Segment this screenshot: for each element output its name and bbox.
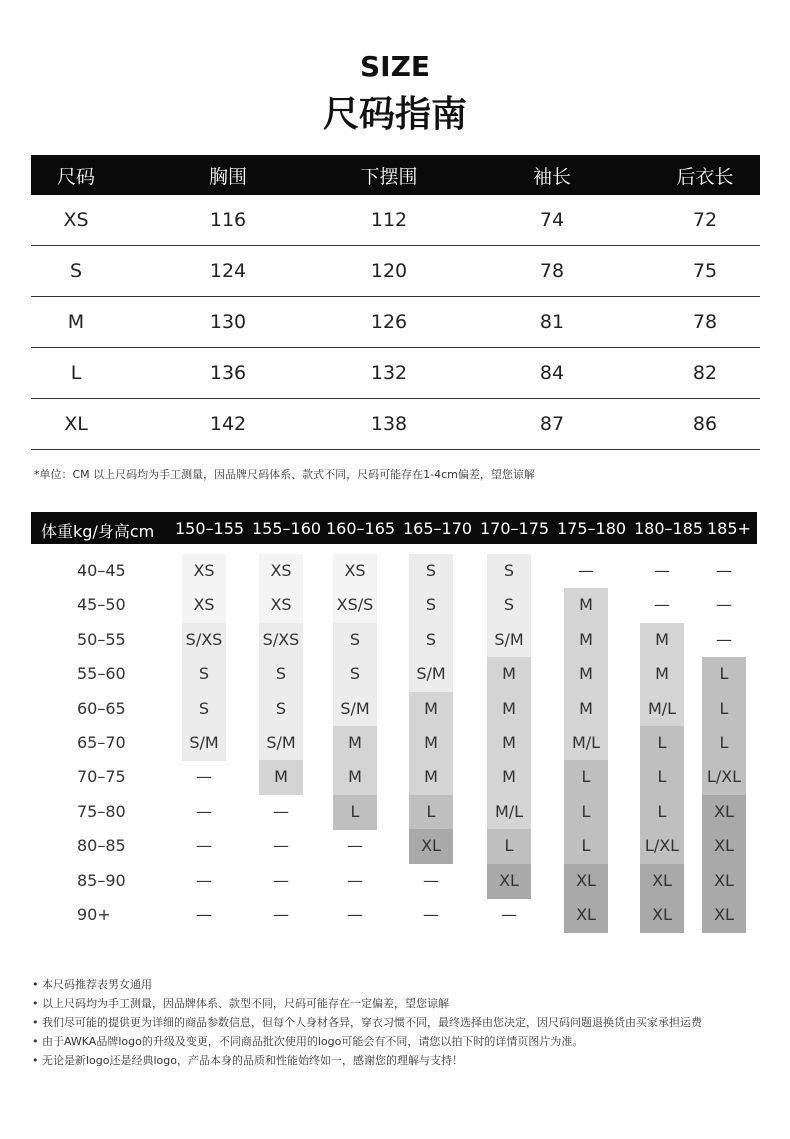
size-cell: L bbox=[581, 767, 591, 787]
size-cell: XL bbox=[714, 905, 734, 924]
size-cell: — bbox=[654, 561, 670, 580]
table-cell: XL bbox=[64, 413, 88, 435]
size-cell: XL bbox=[652, 870, 672, 890]
size-cell: S/M bbox=[494, 629, 524, 649]
table-cell: 142 bbox=[209, 413, 247, 435]
weight-label: 75–80 bbox=[77, 801, 126, 821]
size-cell: M bbox=[502, 767, 516, 787]
size-cell: M/L bbox=[571, 733, 601, 752]
size-cell: XS bbox=[270, 561, 292, 580]
size-cell: — bbox=[347, 836, 363, 856]
size-cell: S/M bbox=[416, 664, 446, 684]
table-cell: S bbox=[69, 260, 83, 282]
size-cell: — bbox=[196, 767, 212, 787]
size-cell: S bbox=[198, 698, 210, 718]
size-cell: M bbox=[502, 733, 516, 752]
size-cell: — bbox=[716, 595, 732, 615]
size-cell: M bbox=[579, 664, 593, 684]
height-label: 175–180 bbox=[557, 519, 627, 538]
size-cell: L bbox=[581, 801, 591, 821]
size-cell: — bbox=[273, 905, 289, 924]
table-cell: 124 bbox=[209, 260, 247, 282]
size-cell: S/M bbox=[340, 698, 370, 718]
size-cell: S/M bbox=[266, 733, 296, 752]
size-cell: L/XL bbox=[644, 836, 680, 856]
weight-label: 40–45 bbox=[77, 561, 126, 580]
measurement-note: *单位：CM 以上尺码均为手工测量，因品牌尺码体系、款式不同，尺码可能存在1-4cm偏差，望您谅解 bbox=[34, 468, 535, 481]
size-cell: S bbox=[198, 664, 210, 684]
size-cell: XL bbox=[714, 836, 734, 856]
table-cell: 75 bbox=[692, 260, 718, 282]
size-cell: L bbox=[350, 801, 360, 821]
size-cell: — bbox=[273, 836, 289, 856]
size-cell: M bbox=[424, 733, 438, 752]
size-cell: — bbox=[716, 629, 732, 649]
table-cell: 78 bbox=[539, 260, 565, 282]
size-cell: XS/S bbox=[336, 595, 374, 615]
table-cell: 126 bbox=[370, 311, 408, 333]
weight-label: 45–50 bbox=[77, 595, 126, 615]
weight-label: 80–85 bbox=[77, 836, 126, 856]
notes-list bbox=[32, 975, 702, 1070]
header-length: 后衣长 bbox=[676, 165, 734, 188]
table-row bbox=[31, 246, 760, 297]
size-cell: L bbox=[657, 801, 667, 821]
header-size: 尺码 bbox=[56, 165, 95, 188]
size-cell: — bbox=[716, 561, 732, 580]
weight-label: 70–75 bbox=[77, 767, 126, 787]
table-cell: 130 bbox=[209, 311, 247, 333]
weight-label: 65–70 bbox=[77, 733, 126, 752]
size-cell: — bbox=[273, 801, 289, 821]
header-chest: 胸围 bbox=[208, 165, 247, 188]
table-cell: XS bbox=[63, 209, 89, 231]
height-label: 185+ bbox=[707, 519, 751, 538]
height-label: 165–170 bbox=[403, 519, 473, 538]
size-cell: M bbox=[424, 698, 438, 718]
table-cell: 87 bbox=[539, 413, 565, 435]
table-row bbox=[31, 195, 760, 246]
table-cell: 86 bbox=[692, 413, 718, 435]
size-cell: S bbox=[503, 561, 515, 580]
table-cell: 78 bbox=[692, 311, 718, 333]
height-label: 155–160 bbox=[252, 519, 322, 538]
size-cell: L bbox=[719, 664, 729, 684]
size-cell: M bbox=[579, 698, 593, 718]
size-cell: XL bbox=[714, 801, 734, 821]
size-cell: L bbox=[657, 767, 667, 787]
size-cell: XS bbox=[193, 561, 215, 580]
size-cell: — bbox=[423, 870, 439, 890]
corner-label: 体重kg/身高cm bbox=[41, 522, 155, 541]
note-item: • 无论是新logo还是经典logo，产品本身的品质和性能始终如一，感谢您的理解与支持！ bbox=[32, 1054, 463, 1067]
note-item: • 我们尽可能的提供更为详细的商品参数信息，但每个人身材各异，穿衣习惯不同，最终选择由您决定，因尺码问题退换货由买家承担运费 bbox=[32, 1016, 702, 1029]
size-cell: M bbox=[274, 767, 288, 787]
header-sleeve: 袖长 bbox=[532, 165, 571, 188]
size-cell: S bbox=[425, 595, 437, 615]
height-label: 150–155 bbox=[175, 519, 245, 538]
size-cell: XS bbox=[193, 595, 215, 615]
size-cell: S bbox=[275, 698, 287, 718]
size-cell: M bbox=[655, 664, 669, 684]
size-cell: — bbox=[501, 905, 517, 924]
size-cell: M/L bbox=[494, 801, 524, 821]
size-cell: M bbox=[579, 595, 593, 615]
title-en: SIZE bbox=[359, 50, 430, 83]
size-cell: M bbox=[348, 767, 362, 787]
weight-label: 90+ bbox=[77, 905, 111, 924]
note-item: • 由于AWKA品牌logo的升级及变更，不同商品批次使用的logo可能会有不同，请您以拍下时的详情页图片为准。 bbox=[32, 1035, 584, 1048]
table-cell: 132 bbox=[370, 362, 408, 384]
size-cell: S bbox=[425, 561, 437, 580]
weight-label: 85–90 bbox=[77, 870, 126, 890]
size-cell: — bbox=[196, 836, 212, 856]
size-cell: S/XS bbox=[262, 629, 300, 649]
size-cell: L bbox=[719, 733, 729, 752]
height-label: 160–165 bbox=[326, 519, 396, 538]
table-row bbox=[31, 297, 760, 348]
size-cell: L bbox=[504, 836, 514, 856]
weight-label: 50–55 bbox=[77, 629, 126, 649]
size-cell: L bbox=[719, 698, 729, 718]
size-cell: — bbox=[578, 561, 594, 580]
size-cell: XS bbox=[344, 561, 366, 580]
size-cell: XL bbox=[714, 870, 734, 890]
recommend-header bbox=[31, 512, 757, 544]
size-cell: XL bbox=[576, 905, 596, 924]
size-cell: L bbox=[581, 836, 591, 856]
size-cell: S bbox=[503, 595, 515, 615]
weight-label: 60–65 bbox=[77, 698, 126, 718]
table-cell: 82 bbox=[692, 362, 718, 384]
table-row bbox=[31, 348, 760, 399]
table-cell: L bbox=[70, 362, 82, 384]
height-label: 180–185 bbox=[634, 519, 704, 538]
size-cell: XS bbox=[270, 595, 292, 615]
size-cell: XL bbox=[421, 836, 441, 856]
size-cell: L/XL bbox=[706, 767, 742, 787]
table-cell: 81 bbox=[539, 311, 565, 333]
size-cell: S bbox=[349, 629, 361, 649]
size-cell: — bbox=[273, 870, 289, 890]
size-cell: M bbox=[424, 767, 438, 787]
table-cell: 138 bbox=[370, 413, 408, 435]
note-item: • 以上尺码均为手工测量，因品牌体系、款型不同，尺码可能存在一定偏差，望您谅解 bbox=[32, 997, 449, 1010]
size-cell: — bbox=[196, 905, 212, 924]
table-cell: 120 bbox=[370, 260, 408, 282]
height-label: 170–175 bbox=[480, 519, 550, 538]
note-item: • 本尺码推荐表男女通用 bbox=[32, 978, 152, 991]
table-cell: M bbox=[67, 311, 85, 333]
size-cell: S bbox=[425, 629, 437, 649]
size-cell: — bbox=[196, 870, 212, 890]
size-cell: M bbox=[579, 629, 593, 649]
size-cell: M bbox=[502, 664, 516, 684]
size-cell: L bbox=[657, 733, 667, 752]
table-cell: 116 bbox=[209, 209, 247, 231]
table-cell: 136 bbox=[209, 362, 247, 384]
size-table-header bbox=[31, 155, 760, 195]
size-cell: S/XS bbox=[185, 629, 223, 649]
size-cell: — bbox=[654, 595, 670, 615]
size-cell: M bbox=[655, 629, 669, 649]
header-hem: 下摆围 bbox=[360, 165, 418, 188]
size-cell: M/L bbox=[647, 698, 677, 718]
size-cell: S bbox=[275, 664, 287, 684]
size-cell: S/M bbox=[189, 733, 219, 752]
size-cell: S bbox=[349, 664, 361, 684]
size-cell: L bbox=[426, 801, 436, 821]
size-cell: — bbox=[423, 905, 439, 924]
size-cell: XL bbox=[499, 870, 519, 890]
size-cell: — bbox=[347, 870, 363, 890]
table-cell: 72 bbox=[692, 209, 718, 231]
table-cell: 84 bbox=[539, 362, 565, 384]
size-cell: M bbox=[502, 698, 516, 718]
table-row bbox=[31, 399, 760, 450]
table-cell: 74 bbox=[539, 209, 565, 231]
title-cn: 尺码指南 bbox=[322, 94, 467, 135]
weight-label: 55–60 bbox=[77, 664, 126, 684]
size-cell: — bbox=[196, 801, 212, 821]
size-cell: — bbox=[347, 905, 363, 924]
size-cell: XL bbox=[576, 870, 596, 890]
size-cell: XL bbox=[652, 905, 672, 924]
table-cell: 112 bbox=[370, 209, 408, 231]
size-table bbox=[31, 155, 760, 450]
size-cell: M bbox=[348, 733, 362, 752]
